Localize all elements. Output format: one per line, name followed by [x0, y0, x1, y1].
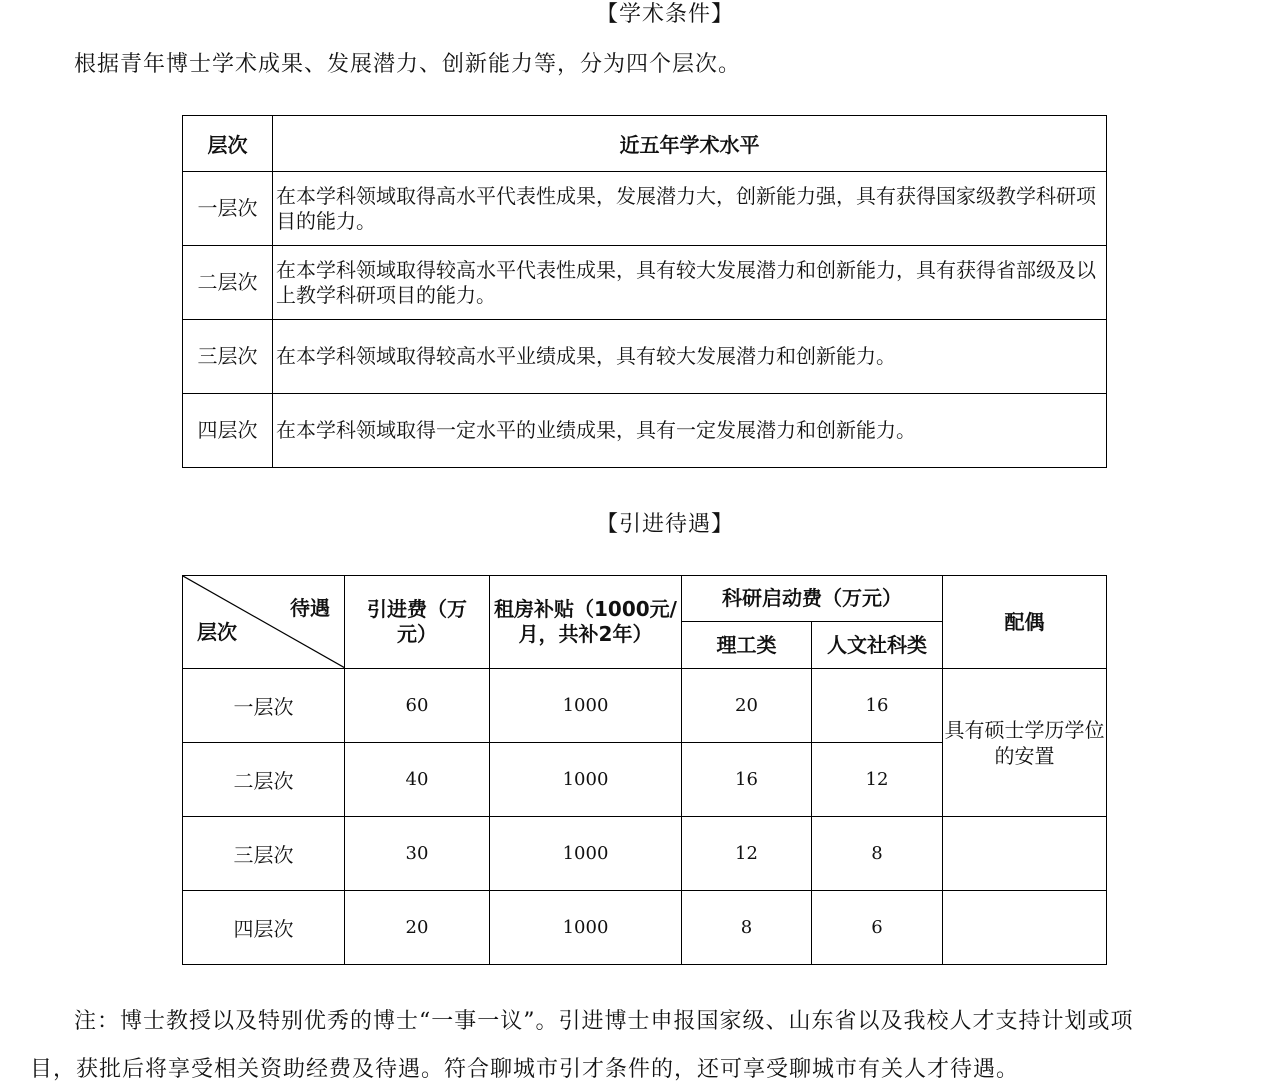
science-cell: 12	[682, 817, 812, 891]
table-row	[183, 172, 1107, 246]
header-humanities: 人文社科类	[812, 622, 943, 669]
header-intro-fee: 引进费（万元）	[345, 576, 490, 669]
header-academic-level: 近五年学术水平	[273, 116, 1107, 172]
header-level: 层次	[197, 620, 237, 644]
table-row	[183, 669, 1107, 743]
table-row	[183, 891, 1107, 965]
header-level: 层次	[183, 116, 273, 172]
table-row	[183, 394, 1107, 468]
header-spouse: 配偶	[943, 576, 1107, 669]
level-cell: 一层次	[183, 669, 345, 743]
header-benefits: 待遇	[290, 596, 330, 620]
fee-cell: 60	[345, 669, 490, 743]
academic-levels-table	[182, 115, 1107, 468]
note-line-1: 注：博士教授以及特别优秀的博士“一事一议”。引进博士申报国家级、山东省以及我校人才支持计划或项	[74, 1009, 1134, 1034]
table-row	[183, 320, 1107, 394]
humanities-cell: 8	[812, 817, 943, 891]
rent-cell: 1000	[490, 669, 682, 743]
table-row	[183, 246, 1107, 320]
level-cell: 一层次	[183, 172, 273, 246]
science-cell: 16	[682, 743, 812, 817]
level-cell: 二层次	[183, 246, 273, 320]
spouse-empty-cell	[943, 891, 1107, 965]
spouse-empty-cell	[943, 817, 1107, 891]
fee-cell: 20	[345, 891, 490, 965]
level-cell: 二层次	[183, 743, 345, 817]
level-cell: 三层次	[183, 320, 273, 394]
note-line-2: 目，获批后将享受相关资助经费及待遇。符合聊城市引才条件的，还可享受聊城市有关人才待遇。	[30, 1057, 1020, 1082]
desc-cell: 在本学科领域取得较高水平代表性成果，具有较大发展潜力和创新能力，具有获得省部级及以上教学科研项目的能力。	[273, 246, 1107, 320]
header-research-fund: 科研启动费（万元）	[682, 576, 943, 622]
level-cell: 三层次	[183, 817, 345, 891]
diagonal-header-cell	[183, 576, 345, 669]
rent-cell: 1000	[490, 817, 682, 891]
science-cell: 8	[682, 891, 812, 965]
fee-cell: 40	[345, 743, 490, 817]
benefits-table	[182, 575, 1107, 965]
header-rent-subsidy: 租房补贴（1000元/月，共补2年）	[490, 576, 682, 669]
fee-cell: 30	[345, 817, 490, 891]
section-title-academic: 【学术条件】	[596, 2, 735, 27]
header-science: 理工类	[682, 622, 812, 669]
desc-cell: 在本学科领域取得一定水平的业绩成果，具有一定发展潜力和创新能力。	[273, 394, 1107, 468]
section-title-benefits: 【引进待遇】	[596, 512, 735, 537]
level-cell: 四层次	[183, 394, 273, 468]
humanities-cell: 12	[812, 743, 943, 817]
desc-cell: 在本学科领域取得高水平代表性成果，发展潜力大，创新能力强，具有获得国家级教学科研项目的能力。	[273, 172, 1107, 246]
rent-cell: 1000	[490, 891, 682, 965]
level-cell: 四层次	[183, 891, 345, 965]
table-row	[183, 817, 1107, 891]
science-cell: 20	[682, 669, 812, 743]
humanities-cell: 16	[812, 669, 943, 743]
spouse-cell: 具有硕士学历学位的安置	[943, 669, 1107, 817]
rent-cell: 1000	[490, 743, 682, 817]
table-header-row	[183, 576, 1107, 622]
humanities-cell: 6	[812, 891, 943, 965]
academic-intro: 根据青年博士学术成果、发展潜力、创新能力等，分为四个层次。	[74, 52, 742, 77]
table-header-row	[183, 116, 1107, 172]
desc-cell: 在本学科领域取得较高水平业绩成果，具有较大发展潜力和创新能力。	[273, 320, 1107, 394]
